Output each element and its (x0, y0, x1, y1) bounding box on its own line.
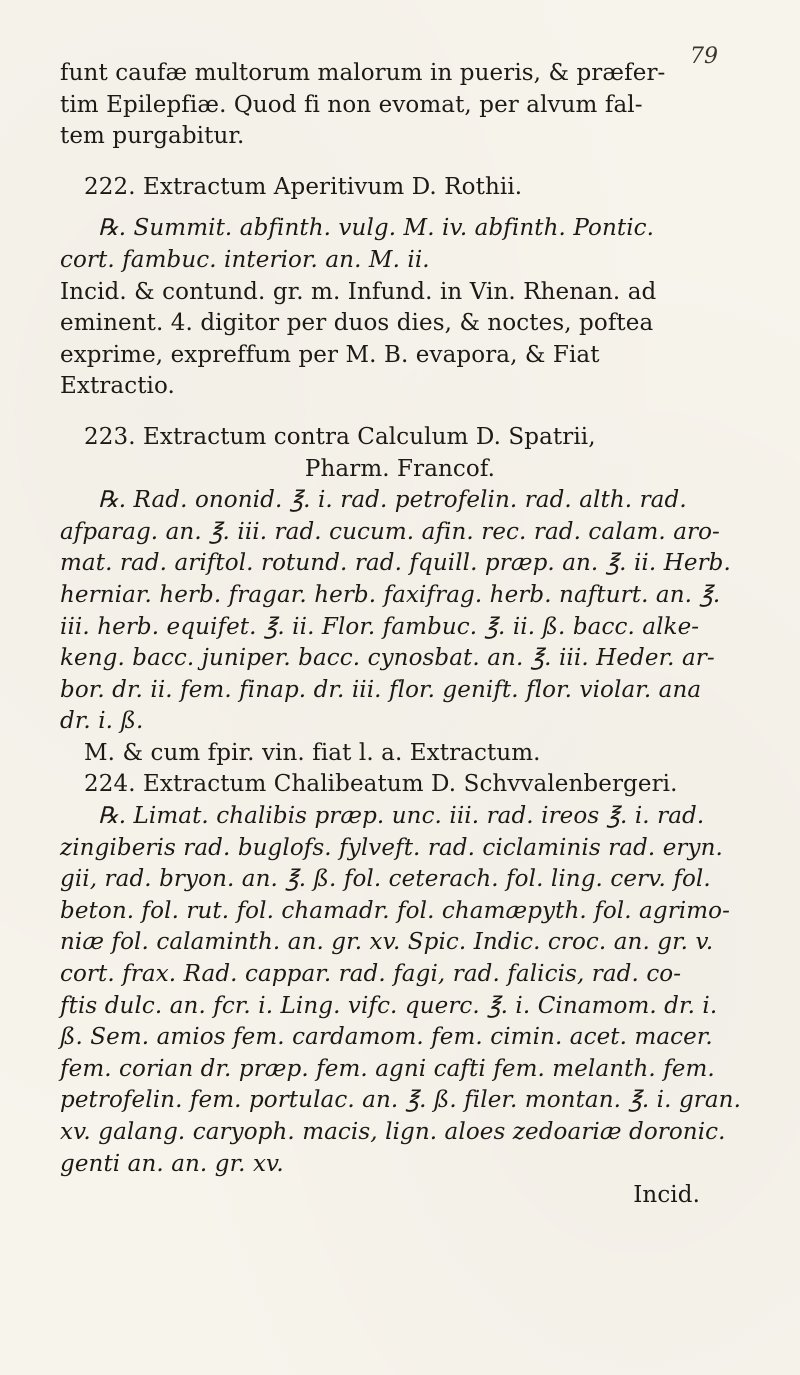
catchword-text: Incid. (633, 1182, 700, 1209)
section-222 (60, 172, 740, 403)
section-subheading: Pharm. Francof. (304, 455, 496, 482)
section-heading: 224. Extractum Chalibeatum D. Schvvalenbergeri. (84, 771, 678, 798)
text-line: bor. dr. ii. fem. finap. dr. iii. flor. genift. flor. violar. ana (60, 676, 702, 703)
section-224 (60, 769, 740, 1180)
intro-paragraph (60, 58, 740, 153)
text-line: cort. fambuc. interior. an. M. ii. (60, 246, 430, 273)
text-line: tim Epilepfiæ. Quod fi non evomat, per alvum fal- (60, 91, 643, 118)
text-line: ℞. Summit. abfinth. vulg. M. iv. abfinth. Pontic. (98, 215, 655, 242)
text-line: ftis dulc. an. fcr. i. Ling. vifc. querc. ℥. i. Cinamom. dr. i. (60, 992, 718, 1019)
text-line: keng. bacc. juniper. bacc. cynosbat. an. ℥. iii. Heder. ar- (60, 645, 715, 672)
text-line: ℞. Rad. ononid. ℥. i. rad. petrofelin. rad. alth. rad. (98, 487, 687, 514)
section-heading: 222. Extractum Aperitivum D. Rothii. (84, 173, 523, 200)
text-line: xv. galang. caryoph. macis, lign. aloes zedoariæ doronic. (60, 1119, 726, 1145)
text-line: tem purgabitur. (60, 123, 245, 150)
text-line: genti an. an. gr. xv. (60, 1150, 284, 1177)
section-heading: 223. Extractum contra Calculum D. Spatrii, (84, 423, 596, 450)
text-line: ß. Sem. amios fem. cardamom. fem. cimin. acet. macer. (60, 1024, 713, 1051)
text-line: iii. herb. equifet. ℥. ii. Flor. fambuc. ℥. ii. ß. bacc. alke- (60, 613, 700, 640)
text-line: Incid. & contund. gr. m. Infund. in Vin. Rhenan. ad (60, 278, 657, 305)
text-line: petrofelin. fem. portulac. an. ℥. ß. filer. montan. ℥. i. gran. (60, 1087, 742, 1114)
page-number: 79 (690, 44, 718, 69)
page-text (60, 58, 740, 1212)
text-line: exprime, expreffum per M. B. evapora, & Fiat (60, 341, 600, 368)
text-line: cort. frax. Rad. cappar. rad. fagi, rad. falicis, rad. co- (60, 961, 682, 988)
text-line: funt caufæ multorum malorum in pueris, & præfer- (60, 60, 666, 86)
text-line: M. & cum fpir. vin. fiat l. a. Extractum. (84, 739, 541, 766)
text-line: niæ fol. calaminth. an. gr. xv. Spic. Indic. croc. an. gr. v. (60, 929, 714, 956)
text-line: Extractio. (60, 373, 175, 400)
section-223 (60, 422, 740, 770)
text-line: eminent. 4. digitor per duos dies, & noctes, poftea (60, 310, 654, 337)
text-line: beton. fol. rut. fol. chamadr. fol. chamæpyth. fol. agrimo- (60, 897, 730, 924)
text-line: ℞. Limat. chalibis præp. unc. iii. rad. ireos ℥. i. rad. (98, 803, 705, 830)
text-line: zingiberis rad. buglofs. fylveft. rad. ciclaminis rad. eryn. (60, 834, 723, 861)
text-line: fem. corian dr. præp. fem. agni cafti fem. melanth. fem. (60, 1055, 715, 1082)
catchword (60, 1180, 740, 1212)
text-line: dr. i. ß. (60, 708, 144, 735)
text-line: afparag. an. ℥. iii. rad. cucum. afin. rec. rad. calam. aro- (60, 518, 720, 545)
text-line: mat. rad. ariftol. rotund. rad. fquill. præp. an. ℥. ii. Herb. (60, 550, 731, 577)
text-line: herniar. herb. fragar. herb. faxifrag. herb. nafturt. an. ℥. (60, 581, 721, 608)
text-line: gii, rad. bryon. an. ℥. ß. fol. ceterach. fol. ling. cerv. fol. (60, 866, 711, 893)
